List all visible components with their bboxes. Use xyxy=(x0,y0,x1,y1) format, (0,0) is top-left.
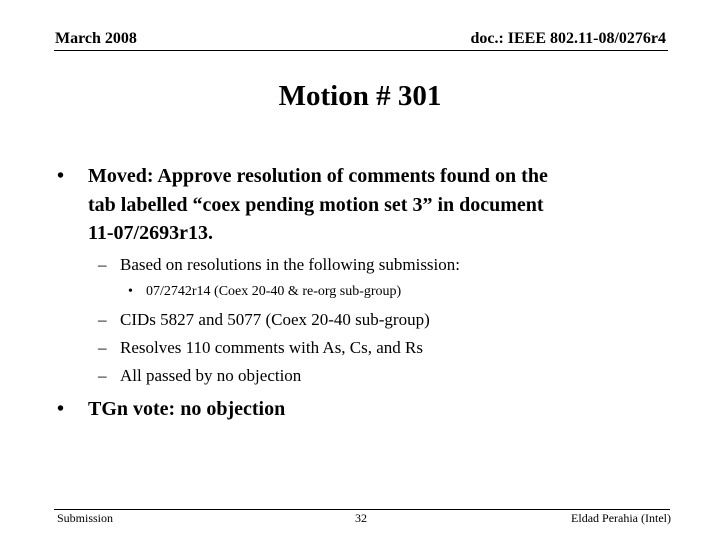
bullet-marker: • xyxy=(128,284,133,299)
footer-submission: Submission xyxy=(57,511,114,525)
dash-marker: – xyxy=(98,310,107,329)
footer-divider xyxy=(54,509,670,510)
bullet-moved-line-1: Moved: Approve resolution of comments found on the xyxy=(88,165,548,187)
header-doc-id: doc.: IEEE 802.11-08/0276r4 xyxy=(470,30,666,47)
dash-marker: – xyxy=(98,338,107,357)
footer-author: Eldad Perahia (Intel) xyxy=(571,511,671,525)
based-on-text: Based on resolutions in the following submission: xyxy=(120,255,460,274)
bullet-moved-line-2: tab labelled “coex pending motion set 3” in document xyxy=(88,194,544,216)
bullet-moved-line-3: 11-07/2693r13. xyxy=(88,222,213,244)
bullet-marker: • xyxy=(57,165,65,187)
slide-title: Motion # 301 xyxy=(278,80,442,112)
header-divider xyxy=(54,50,668,51)
dash-marker: – xyxy=(98,366,107,385)
bullet-marker: • xyxy=(57,398,65,420)
passed-text: All passed by no objection xyxy=(120,366,302,385)
cids-text: CIDs 5827 and 5077 (Coex 20-40 sub-group) xyxy=(120,310,430,329)
footer-page-number: 32 xyxy=(355,511,367,525)
header-date: March 2008 xyxy=(55,30,137,47)
resolves-text: Resolves 110 comments with As, Cs, and Rs xyxy=(120,338,424,357)
submission-text: 07/2742r14 (Coex 20-40 & re-org sub-group) xyxy=(146,284,402,299)
tgn-vote-text: TGn vote: no objection xyxy=(88,398,286,420)
dash-marker: – xyxy=(98,255,107,274)
